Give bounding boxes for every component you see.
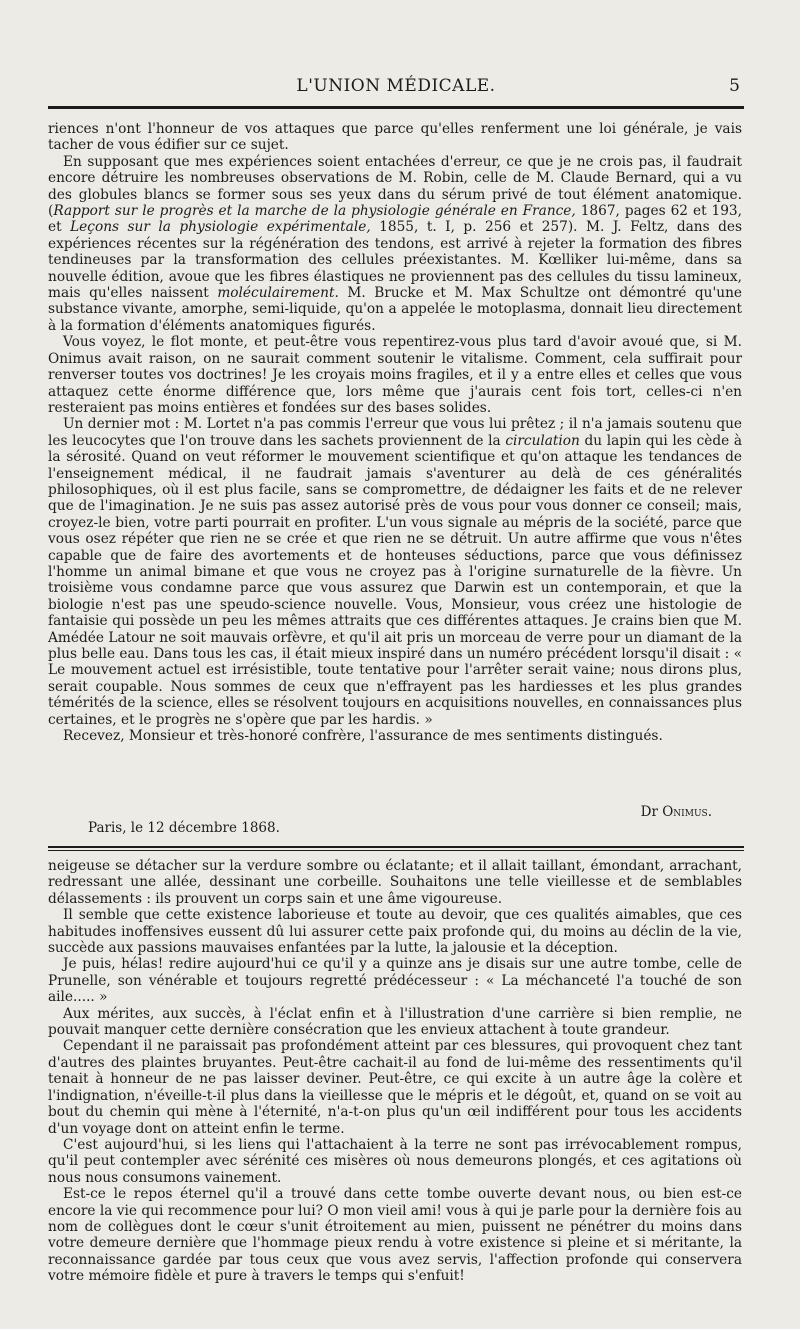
page-header bbox=[48, 74, 744, 104]
feuilleton-divider bbox=[48, 846, 744, 851]
feuilleton-paragraph: Je puis, hélas! redire aujourd'hui ce qu'il y a quinze ans je disais sur une autre tombe, celle de Prunelle, son vénérable et toujours regretté prédécesseur : « La méchanceté l'a touché de son aile..... » bbox=[48, 956, 742, 1006]
dateline: Paris, le 12 décembre 1868. bbox=[88, 820, 280, 836]
page-number: 5 bbox=[729, 76, 740, 96]
letter-paragraph: Recevez, Monsieur et très-honoré confrère, l'assurance de mes sentiments distingués. bbox=[63, 728, 663, 745]
feuilleton-paragraph: Aux mérites, aux succès, à l'éclat enfin et à l'illustration d'une carrière si bien remplie, ne pouvait manquer cette dernière consécration que les envieux attachent à toute grandeur. bbox=[48, 1005, 742, 1039]
feuilleton-paragraph: C'est aujourd'hui, si les liens qui l'attachaient à la terre ne sont pas irrévocablement rompus, qu'il peut contempler avec sérénité ces misères où nous demeurons plongés, et ces agitations où nous nous consumons vainement. bbox=[48, 1136, 742, 1186]
letter-paragraph: Un dernier mot : M. Lortet n'a pas commis l'erreur que vous lui prêtez ; il n'a jamais soutenu que les leucocytes que l'on trouve dans les sachets proviennent de la circulation du lapin qui les cède à la sérosité. Quand on veut réformer le mouvement scientifique et qu'on attaque les tendances de l'enseignement médical, il ne faudrait jamais s'aventurer au delà de ces généralités philosophiques, où il est plus facile, sans se compromettre, de dédaigner les faits et de ne relever que de l'imagination. Je ne suis pas assez autorisé près de vous pour vous donner ce conseil; mais, croyez-le bien, votre parti pourrait en profiter. L'un vous signale au mépris de la société, parce que vous osez répéter que rien ne se crée et que rien ne se détruit. Un autre affirme que vous n'êtes capable que de faire des avortements et de honteuses séductions, parce que vous définissez l'homme un animal bimane et que vous ne croyez pas à l'origine surnaturelle de la fièvre. Un troisième vous condamne parce que vous assurez que Darwin est un contemporain, et que la biologie n'est pas une speudo-science nouvelle. Vous, Monsieur, vous créez une histologie de fantaisie qui possède un peu les mêmes attraits que ces différentes attaques. Je crains bien que M. Amédée Latour ne soit mauvais orfèvre, et qu'il ait pris un morceau de verre pour un diamant de la plus belle eau. Dans tous les cas, il était mieux inspiré dans un numéro précédent lorsqu'il disait : « Le mouvement actuel est irrésistible, toute tentative pour l'arrêter serait vaine; nous dirons plus, serait coupable. Nous sommes de ceux que n'effrayent pas les hardiesses et les plus grandes témérités de la science, elles se résolvent toujours en acquisitions nouvelles, en connaissances plus certaines, et le progrès ne s'opère que par les hardis. » bbox=[48, 416, 743, 728]
feuilleton-paragraph: Est-ce le repos éternel qu'il a trouvé dans cette tombe ouverte devant nous, ou bien est-ce encore la vie qui recommence pour lui? O mon vieil ami! vous à qui je parle pour la dernière fois au nom de collègues dont le cœur s'unit étroitement au mien, puissent ne pénétrer du moins dans votre demeure dernière que l'hommage pieux rendu à votre existence si pleine et si méritante, la reconnaissance gardée par tous ceux que vous avez servis, l'affection profonde qui conservera votre mémoire fidèle et pure à travers le temps qui s'enfuit! bbox=[48, 1186, 742, 1285]
feuilleton-body bbox=[48, 858, 742, 1285]
letter-body bbox=[48, 121, 742, 744]
letter-paragraph: Vous voyez, le flot monte, et peut-être vous repentirez-vous plus tard d'avoir avoué que, si M. Onimus avait raison, on ne saurait comment soutenir le vitalisme. Comment, cela suffirait pour renverser toutes vos doctrines! Je les croyais moins fragiles, et il y a entre elles et celles que vous attaquez cette énorme différence que, lors même que j'aurais cent fois tort, celles-ci n'en resteraient pas moins entières et fondées sur des bases solides. bbox=[48, 334, 742, 416]
running-title: L'UNION MÉDICALE. bbox=[296, 76, 496, 96]
letter-paragraph: En supposant que mes expériences soient entachées d'erreur, ce que je ne crois pas, il faudrait encore détruire les nombreuses observations de M. Robin, celle de M. Claude Bernard, qui a vu des globules blancs se former sous ses yeux dans du sérum privé de tout élément anatomique. (Rapport sur le progrès et la marche de la physiologie générale en France, 1867, pages 62 et 193, et Leçons sur la physiologie expérimentale, 1855, t. I, p. 256 et 257). M. J. Feltz, dans des expériences récentes sur la régénération des tendons, est arrivé à rejeter la formation des fibres tendineuses par la transformation des cellules préexistantes. M. Kœlliker lui-même, dans sa nouvelle édition, avoue que les fibres élastiques ne proviennent pas des cellules du tissu lamineux, mais qu'elles naissent moléculairement. M. Brucke et M. Max Schultze ont démontré qu'une substance vivante, amorphe, semi-liquide, qu'on a appelée le motoplasma, donnait lieu directement à la formation d'éléments anatomiques figurés. bbox=[48, 153, 742, 334]
feuilleton-paragraph: neigeuse se détacher sur la verdure sombre ou éclatante; et il allait taillant, émondant, arrachant, redressant une allée, dessinant une corbeille. Souhaitons une telle vieillesse et de semblables délassements : ils prouvent un corps sain et une âme vigoureuse. bbox=[48, 858, 742, 907]
feuilleton-paragraph: Il semble que cette existence laborieuse et toute au devoir, que ces qualités aimables, que ces habitudes inoffensives eussent dû lui assurer cette paix profonde qui, du moins au déclin de la vie, succède aux passions mauvaises enfantées par la lutte, la jalousie et la déception. bbox=[48, 907, 742, 957]
letter-paragraph: riences n'ont l'honneur de vos attaques que parce qu'elles renferment une loi générale, je vais tacher de vous édifier sur ce sujet. bbox=[48, 121, 742, 154]
signature: Dr Onimus. bbox=[640, 804, 712, 820]
feuilleton-paragraph: Cependant il ne paraissait pas profondément atteint par ces blessures, qui provoquent chez tant d'autres des plaintes bruyantes. Peut-être cachait-il au fond de lui-même des ressentiments qu'il tenait à honneur de ne pas laisser deviner. Peut-être, ce qui excite à un autre âge la colère et l'indignation, n'éveille-t-il plus dans la vieillesse que le mépris et le dégoût, et, quand on se voit au bout du chemin qui mène à l'éternité, n'a-t-on plus qu'un œil indifférent pour tous les accidents d'un voyage dont on atteint enfin le terme. bbox=[48, 1038, 742, 1137]
header-rule bbox=[48, 106, 744, 109]
